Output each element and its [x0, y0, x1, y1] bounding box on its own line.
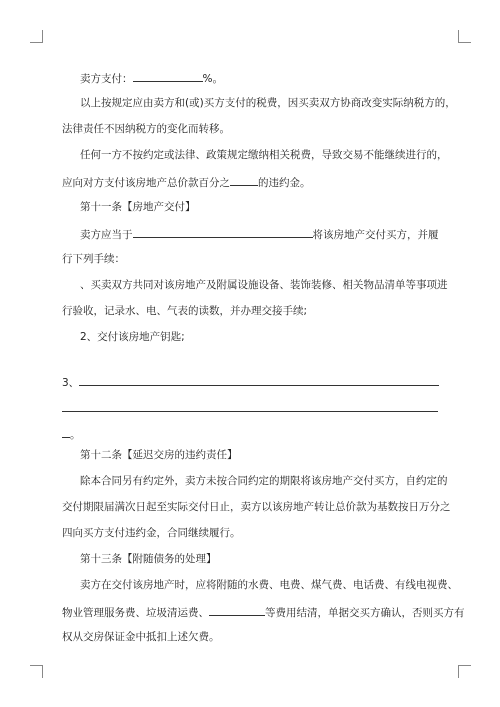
paragraph-line: 以上按规定应由卖方和(或)买方支付的税费，因买卖双方协商改变实际纳税方的，: [80, 97, 456, 109]
paragraph-line: 四向买方支付违约金，合同继续履行。: [62, 527, 241, 539]
paragraph-line: 除本合同另有约定外，卖方未按合同约定的期限将该房地产交付买方，自约定的: [80, 475, 448, 487]
seller-payment-line: [80, 70, 440, 86]
text: 应向对方支付该房地产总价款百分之: [62, 177, 230, 189]
text: 物业管理服务费、垃圾清运费、: [62, 607, 209, 619]
paragraph-line: 任何一方不按约定或法律、政策规定缴纳相关税费，导致交易不能继续进行的，: [80, 149, 448, 161]
text: 3、: [62, 377, 80, 389]
text: 的违约金。: [258, 177, 311, 189]
list-item-continuation: 行验收，记录水、电、气表的读数，并办理交接手续;: [62, 305, 308, 317]
text: 卖方应当于: [80, 229, 133, 241]
crop-mark-bottom-right: [458, 665, 471, 678]
crop-mark-top-right: [458, 30, 471, 43]
list-item: 、买卖双方共同对该房地产及附属设施设备、装饰装修、相关物品清单等事项进: [80, 279, 448, 291]
blank-field[interactable]: [79, 374, 439, 386]
fees-line: [62, 604, 465, 620]
delivery-line: [80, 226, 440, 242]
article-heading: 第十一条【房地产交付】: [80, 201, 196, 213]
blank-field[interactable]: [133, 226, 313, 238]
article-heading: 第十三条【附随债务的处理】: [80, 553, 217, 565]
text: 。: [70, 429, 81, 441]
penalty-line: [62, 174, 440, 190]
list-item-blank: [62, 374, 440, 390]
blank-field[interactable]: [62, 426, 70, 438]
paragraph-line: 权从交房保证金中抵扣上述欠费。: [62, 631, 220, 643]
text: 将该房地产交付买方，并履: [312, 229, 439, 241]
paragraph-line: 交付期限届满次日起至实际交付日止，卖方以该房地产转让总价款为基数按日万分之: [62, 501, 451, 513]
paragraph-line: 法律责任不因纳税方的变化而转移。: [62, 123, 230, 135]
crop-mark-top-left: [30, 30, 43, 43]
text: 卖方支付：: [80, 73, 133, 85]
blank-field[interactable]: [209, 604, 265, 616]
list-item: 2、交付该房地产钥匙;: [80, 331, 185, 343]
text: %。: [202, 73, 223, 85]
list-item-blank-end: [62, 426, 440, 442]
paragraph-line: 卖方在交付该房地产时，应将附随的水费、电费、煤气费、电话费、有线电视费、: [80, 579, 458, 591]
blank-field[interactable]: [230, 174, 258, 186]
blank-rule[interactable]: [62, 411, 438, 412]
paragraph-line: 行下列手续：: [62, 253, 125, 265]
crop-mark-bottom-left: [30, 665, 43, 678]
blank-field[interactable]: [133, 70, 203, 82]
text: 等费用结清，单据交买方确认，否则买方有: [265, 607, 465, 619]
article-heading: 第十二条【延迟交房的违约责任】: [80, 449, 238, 461]
